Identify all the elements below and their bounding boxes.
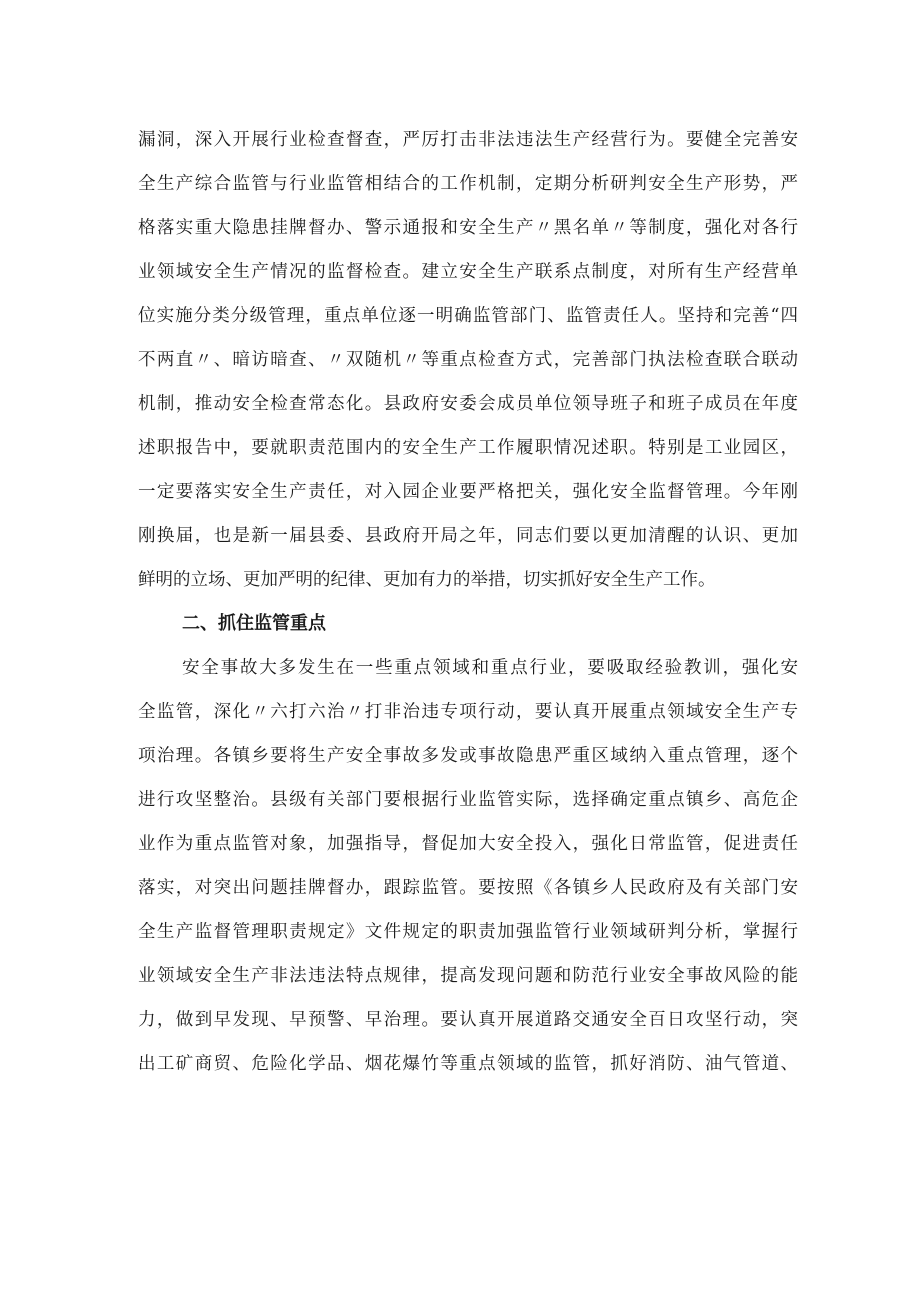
paragraph-line: 一定要落实安全生产责任，对入园企业要严格把关，强化安全监督管理。今年刚 [138,482,798,502]
paragraph-line: 刚换届，也是新一届县委、县政府开局之年，同志们要以更加清醒的认识、更加 [138,526,798,546]
paragraph-line: 业作为重点监管对象，加强指导，督促加大安全投入，强化日常监管，促进责任 [138,834,798,854]
paragraph-line: 出工矿商贸、危险化学品、烟花爆竹等重点领域的监管，抓好消防、油气管道、 [138,1054,798,1074]
paragraph-line: 述职报告中，要就职责范围内的安全生产工作履职情况述职。特别是工业园区， [138,438,798,458]
paragraph-line: 进行攻坚整治。县级有关部门要根据行业监管实际，选择确定重点镇乡、高危企 [138,790,798,810]
paragraph-line: 安全事故大多发生在一些重点领域和重点行业，要吸取经验教训，强化安 [182,658,798,678]
paragraph-line: 鲜明的立场、更加严明的纪律、更加有力的举措，切实抓好安全生产工作。 [138,570,716,590]
paragraph-line: 机制，推动安全检查常态化。县政府安委会成员单位领导班子和班子成员在年度 [138,394,798,414]
paragraph-line: 业领域安全生产非法违法特点规律，提高发现问题和防范行业安全事故风险的能 [138,966,798,986]
paragraph-line: 全监管，深化〃六打六治〃打非治违专项行动，要认真开展重点领域安全生产专 [138,702,798,722]
paragraph-line: 业领域安全生产情况的监督检查。建立安全生产联系点制度，对所有生产经营单 [138,262,798,282]
paragraph-line: 落实，对突出问题挂牌督办，跟踪监管。要按照《各镇乡人民政府及有关部门安 [138,878,798,898]
paragraph-line: 全生产综合监管与行业监管相结合的工作机制，定期分析研判安全生产形势，严 [138,174,798,194]
section-heading: 二、抓住监管重点 [182,613,326,634]
paragraph-line: 项治理。各镇乡要将生产安全事故多发或事故隐患严重区域纳入重点管理，逐个 [138,746,798,766]
paragraph-line: 力，做到早发现、早预警、早治理。要认真开展道路交通安全百日攻坚行动，突 [138,1010,798,1030]
paragraph-line: 不两直〃、暗访暗查、〃双随机〃等重点检查方式，完善部门执法检查联合联动 [138,350,798,370]
paragraph-line: 位实施分类分级管理，重点单位逐一明确监管部门、监管责任人。坚持和完善“四 [138,306,798,326]
paragraph-line: 格落实重大隐患挂牌督办、警示通报和安全生产〃黑名单〃等制度，强化对各行 [138,218,798,238]
paragraph-line: 漏洞，深入开展行业检查督查，严厉打击非法违法生产经营行为。要健全完善安 [138,130,798,150]
paragraph-line: 全生产监督管理职责规定》文件规定的职责加强监管行业领域研判分析，掌握行 [138,922,798,942]
